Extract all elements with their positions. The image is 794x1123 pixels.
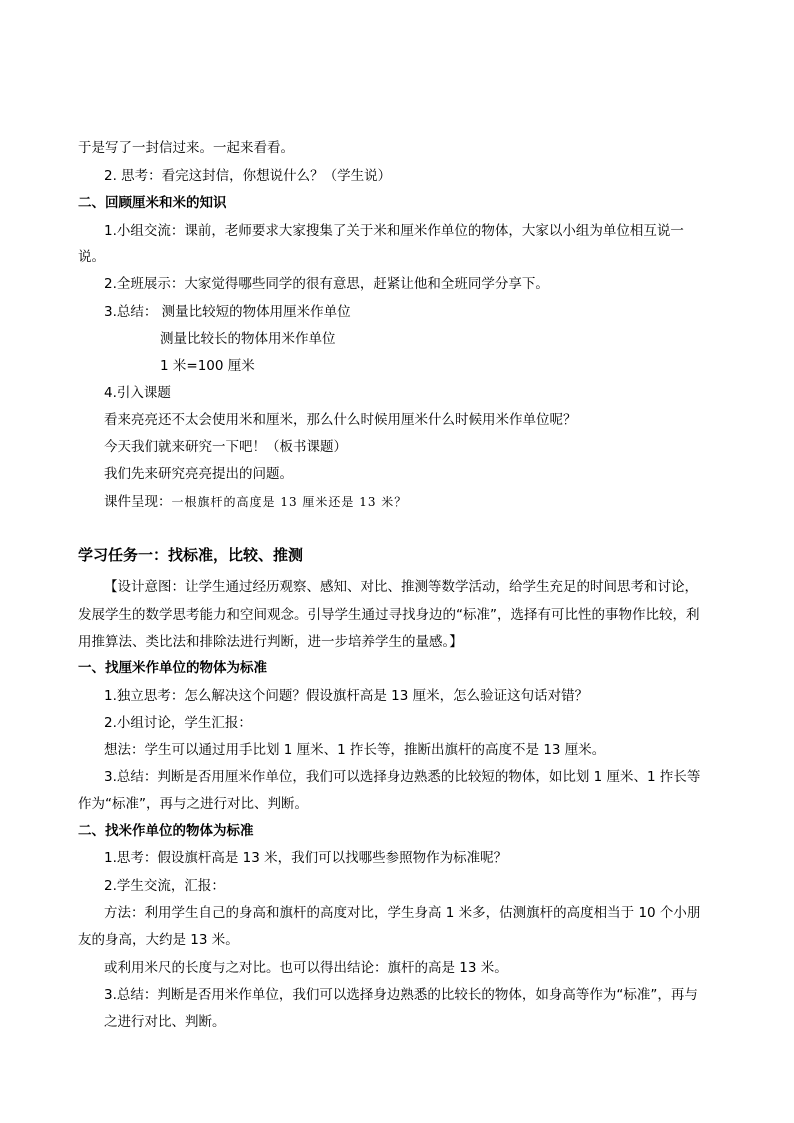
section-heading: 一、找厘米作单位的物体为标准 (78, 660, 267, 676)
paragraph: 1.独立思考：怎么解决这个问题？假设旗杆高是 13 厘米，怎么验证这句话对错？ (104, 688, 589, 704)
paragraph: 2.小组讨论，学生汇报： (104, 715, 252, 731)
paragraph: 3.总结：判断是否用厘米作单位，我们可以选择身边熟悉的比较短的物体，如比划 1 厘米、1 拃长等 (104, 769, 701, 785)
paragraph: 2.学生交流，汇报： (104, 878, 225, 894)
paragraph: 之进行对比、判断。 (104, 1014, 226, 1030)
paragraph: 作为“标准”，再与之进行对比、判断。 (78, 796, 308, 812)
paragraph: 今天我们就来研究一下吧！（板书课题） (104, 439, 347, 455)
paragraph: 2.全班展示：大家觉得哪些同学的很有意思，赶紧让他和全班同学分享下。 (104, 276, 549, 292)
paragraph: 测量比较长的物体用米作单位 (160, 331, 336, 347)
paragraph: 于是写了一封信过来。一起来看看。 (78, 140, 294, 156)
courseware-label: 课件呈现： (104, 494, 172, 510)
paragraph: 3.总结： 测量比较短的物体用厘米作单位 (104, 304, 351, 320)
paragraph: 1 米=100 厘米 (160, 358, 255, 374)
design-intent: 发展学生的数学思考能力和空间观念。引导学生通过寻找身边的“标准”，选择有可比性的事物作比较，利 (78, 607, 700, 623)
courseware-question: 一根旗杆的高度是 13 厘米还是 13 米？ (171, 495, 408, 509)
design-intent: 【设计意图：让学生通过经历观察、感知、对比、推测等数学活动，给学生充足的时间思考和讨论， (104, 579, 698, 595)
section-heading: 二、找米作单位的物体为标准 (78, 823, 254, 839)
paragraph: 或利用米尺的长度与之对比。也可以得出结论：旗杆的高是 13 米。 (104, 960, 508, 976)
paragraph: 3.总结：判断是否用米作单位，我们可以选择身边熟悉的比较长的物体，如身高等作为“标准”，再与 (104, 987, 698, 1003)
paragraph: 想法：学生可以通过用手比划 1 厘米、1 拃长等，推断出旗杆的高度不是 13 厘米。 (104, 742, 606, 758)
paragraph (104, 492, 407, 512)
design-intent: 用推算法、类比法和排除法进行判断，进一步培养学生的量感。】 (78, 634, 463, 650)
paragraph: 友的身高，大约是 13 米。 (78, 932, 239, 948)
paragraph: 我们先来研究亮亮提出的问题。 (104, 466, 293, 482)
paragraph: 2. 思考：看完这封信，你想说什么？（学生说） (104, 168, 392, 184)
paragraph: 4.引入课题 (104, 385, 171, 401)
task-title: 学习任务一：找标准，比较、推测 (78, 546, 304, 564)
paragraph: 方法：利用学生自己的身高和旗杆的高度对比，学生身高 1 米多，估测旗杆的高度相当于 10 个小朋 (104, 905, 701, 921)
paragraph: 1.小组交流：课前，老师要求大家搜集了关于米和厘米作单位的物体，大家以小组为单位相互说一 (104, 223, 684, 239)
section-heading: 二、回顾厘米和米的知识 (78, 195, 227, 211)
paragraph: 说。 (78, 249, 105, 265)
paragraph: 看来亮亮还不太会使用米和厘米，那么什么时候用厘米什么时候用米作单位呢？ (104, 412, 577, 428)
paragraph: 1.思考：假设旗杆高是 13 米，我们可以找哪些参照物作为标准呢？ (104, 850, 508, 866)
